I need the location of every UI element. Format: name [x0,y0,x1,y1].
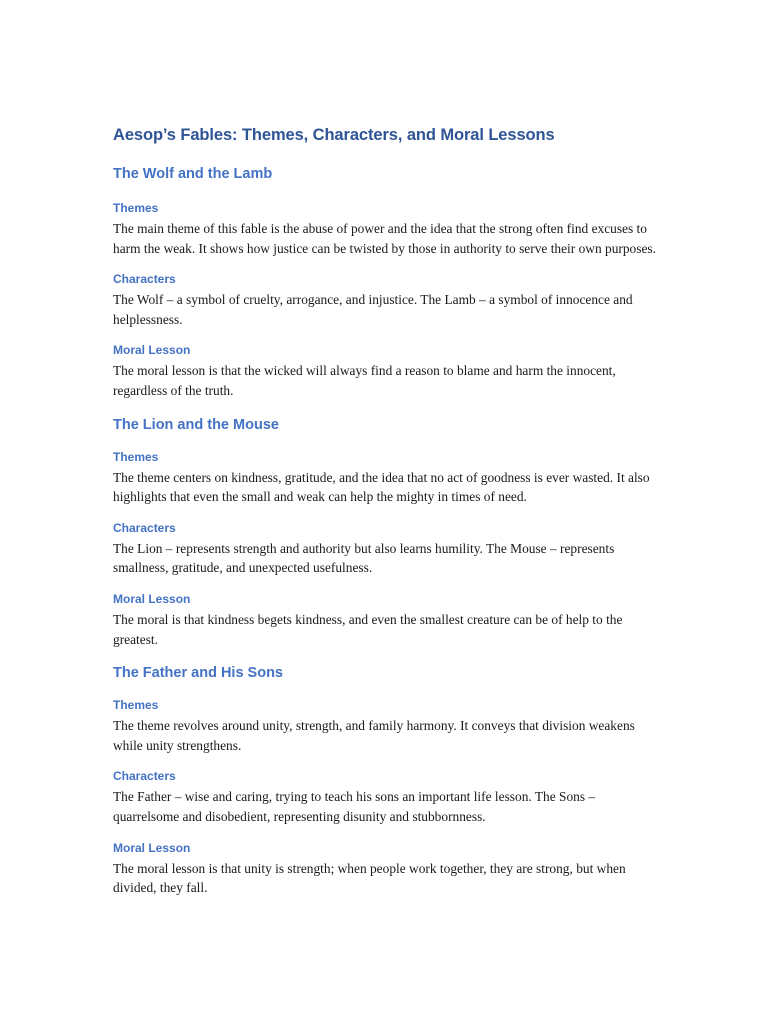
characters-heading: Characters [113,520,176,535]
moral-lesson-heading: Moral Lesson [113,343,191,358]
moral-lesson-paragraph: The moral lesson is that the wicked will always find a reason to blame and harm the innocent, regardless of the truth. [113,363,616,398]
fable-title: The Lion and the Mouse [113,416,279,433]
fable-section-father-and-sons [113,663,658,898]
characters-paragraph: The Wolf – a symbol of cruelty, arrogance, and injustice. The Lamb – a symbol of innocence and helplessness. [113,292,633,327]
moral-lesson-heading: Moral Lesson [113,840,191,855]
characters-paragraph: The Father – wise and caring, trying to teach his sons an important life lesson. The Sons – quarrelsome and disobedient, representing disunity and stubbornness. [113,789,596,824]
fable-title: The Father and His Sons [113,665,283,682]
themes-heading: Themes [113,449,159,464]
fable-section-lion-and-mouse [113,415,658,650]
moral-lesson-paragraph: The moral is that kindness begets kindness, and even the smallest creature can be of help to the greatest. [113,611,623,647]
moral-lesson-paragraph: The moral lesson is that unity is strength; when people work together, they are strong, but when divided, they fall. [113,860,626,896]
fable-title: The Wolf and the Lamb [113,166,273,182]
fable-section-wolf-and-lamb [113,164,658,401]
themes-paragraph: The main theme of this fable is the abuse of power and the idea that the strong often find excuses to harm the weak. It shows how justice can be twisted by those in authority to serve their own purposes. [113,221,656,256]
characters-heading: Characters [113,272,176,287]
moral-lesson-heading: Moral Lesson [113,591,191,606]
themes-paragraph: The theme centers on kindness, gratitude, and the idea that no act of goodness is ever wasted. It also highlights that even the small and weak can help the mighty in times of need. [113,469,650,505]
themes-paragraph: The theme revolves around unity, strength, and family harmony. It conveys that division weakens while unity strengthens. [113,718,635,753]
themes-heading: Themes [113,201,159,215]
document-page [113,124,658,898]
document-title: Aesop’s Fables: Themes, Characters, and Moral Lessons [113,126,555,144]
characters-heading: Characters [113,769,176,784]
characters-paragraph: The Lion – represents strength and authority but also learns humility. The Mouse – represents smallness, gratitude, and unexpected usefulness. [113,540,615,576]
themes-heading: Themes [113,698,159,713]
